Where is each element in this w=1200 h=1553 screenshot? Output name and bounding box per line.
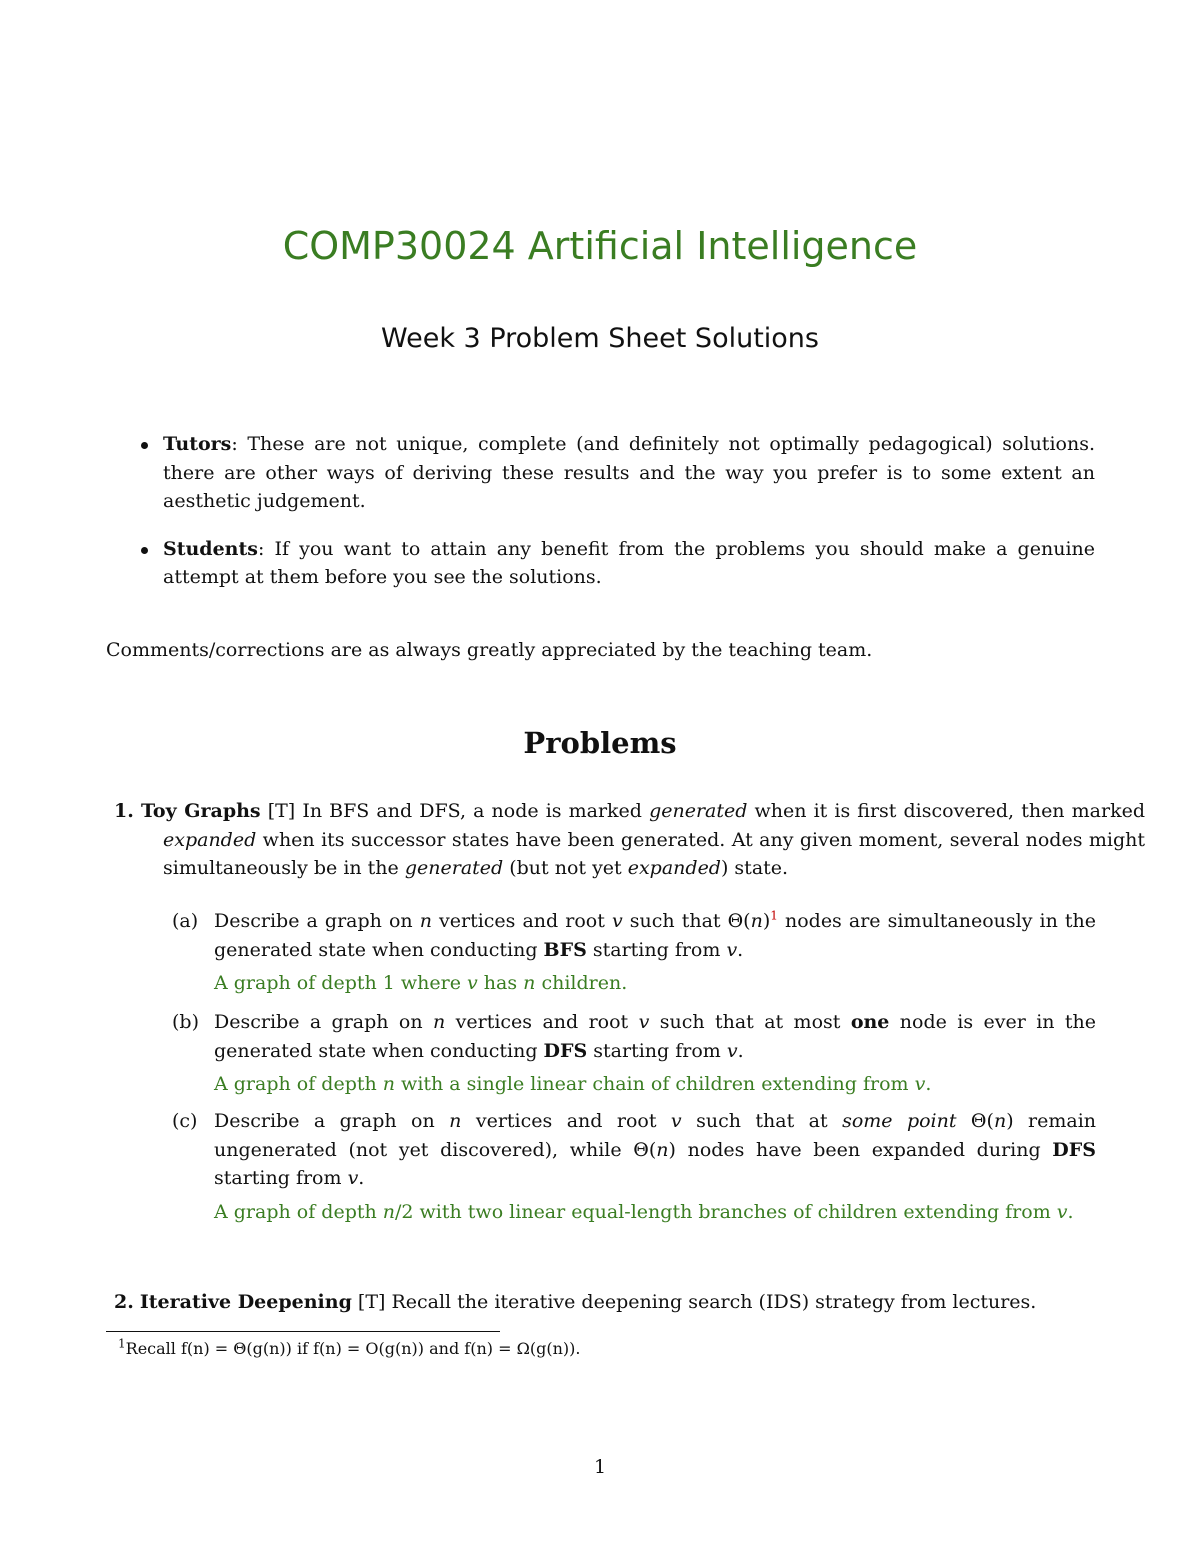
part-question: [172, 907, 1096, 964]
part-answer: [172, 969, 1096, 998]
part-label: (a): [172, 910, 199, 932]
answer-text: .: [925, 1073, 932, 1095]
bold-term: BFS: [543, 938, 587, 961]
sheet-title: Week 3 Problem Sheet Solutions: [381, 323, 819, 354]
emphasis: expanded: [163, 828, 257, 851]
problem-tag: [T]: [267, 800, 296, 822]
footnote-mark: 1: [118, 1336, 126, 1351]
problem-text: In BFS and DFS, a node is marked: [302, 800, 650, 822]
math-var: n: [433, 1011, 446, 1033]
question-text: vertices and root: [461, 1110, 671, 1132]
math-var: v: [670, 1110, 682, 1132]
math-var: n: [419, 910, 432, 932]
question-text: node is ever in the generated state when conducting: [214, 1011, 1097, 1062]
question-text: vertices and root: [445, 1011, 639, 1033]
footnote: [118, 1338, 580, 1360]
problem-text: ) state.: [720, 857, 789, 879]
question-text: .: [737, 938, 744, 961]
part-answer: [172, 1198, 1096, 1227]
question-text: Θ(: [956, 1110, 994, 1132]
math-var: n: [382, 1073, 396, 1095]
question-text: starting from: [587, 1039, 727, 1062]
answer-text: A graph of depth: [214, 1073, 383, 1095]
question-text: nodes are simultaneously in the generated state when conducting: [214, 910, 1097, 961]
answer-text: /2 with two linear equal-length branches of children extending from: [395, 1200, 1057, 1223]
answer-text: A graph of depth: [214, 1200, 383, 1223]
problem-number: 2.: [114, 1291, 134, 1313]
problem-tag: [T]: [357, 1291, 386, 1313]
bullet-icon: [141, 547, 148, 554]
answer-text: children.: [535, 972, 628, 994]
bold-term: DFS: [543, 1039, 588, 1062]
page-number: 1: [593, 1456, 607, 1478]
question-text: .: [737, 1039, 744, 1062]
problem-title: Toy Graphs: [140, 800, 261, 822]
math-var: v: [347, 1167, 359, 1189]
problem-1: [114, 797, 1145, 883]
answer-text: A graph of depth 1 where: [214, 972, 468, 994]
question-text: such that at: [681, 1110, 843, 1132]
note-tutors: [135, 430, 1095, 516]
question-text: Describe a graph on: [214, 1011, 433, 1033]
question-text: Describe a graph on: [214, 1110, 450, 1132]
question-text: ): [762, 910, 771, 932]
math-var: n: [449, 1110, 462, 1132]
bullet-icon: [141, 442, 148, 449]
part-question: [172, 1008, 1096, 1065]
problem-number: 1.: [114, 800, 134, 822]
math-var: n: [750, 910, 763, 932]
math-var: v: [726, 938, 738, 961]
part-answer: [172, 1070, 1096, 1099]
math-var: n: [656, 1138, 669, 1161]
answer-text: with a single linear chain of children extending from: [395, 1073, 915, 1095]
math-var: v: [726, 1039, 738, 1062]
problem-text: Recall the iterative deepening search (IDS) strategy from lectures.: [391, 1291, 1037, 1313]
math-var: v: [611, 910, 623, 932]
problem-1-part-b: [172, 1008, 1096, 1099]
note-students: [135, 535, 1095, 592]
part-label: (b): [172, 1011, 199, 1033]
problem-title: Iterative Deepening: [139, 1291, 352, 1313]
footnote-text: Recall f(n) = Θ(g(n)) if f(n) = O(g(n)) and f(n) = Ω(g(n)).: [125, 1339, 581, 1358]
bold-term: DFS: [1052, 1138, 1096, 1161]
problem-2: [114, 1288, 1145, 1317]
problem-1-part-a: [172, 907, 1096, 998]
math-var: v: [914, 1073, 926, 1095]
problem-text: (but not yet: [503, 857, 628, 879]
problems-heading: Problems: [523, 726, 677, 760]
emphasis: generated: [649, 800, 748, 822]
math-var: n: [382, 1200, 396, 1223]
emphasis: generated: [404, 857, 504, 879]
note-label: Students: [163, 537, 258, 560]
math-var: v: [467, 972, 478, 994]
question-text: starting from: [214, 1167, 348, 1189]
question-text: such that Θ(: [622, 910, 751, 932]
note-label: Tutors: [163, 433, 232, 455]
comments-line: Comments/corrections are as always greatly appreciated by the teaching team.: [106, 639, 873, 661]
math-var: n: [523, 972, 536, 994]
bold-term: one: [850, 1011, 890, 1033]
note-text: : If you want to attain any benefit from the problems you should make a genuine attempt at them before you see the solutions.: [163, 537, 1095, 588]
math-var: v: [638, 1011, 650, 1033]
course-title: COMP30024 Artificial Intelligence: [282, 224, 918, 268]
problem-1-part-c: [172, 1107, 1096, 1226]
footnote-rule: [106, 1331, 500, 1332]
question-text: ) remain ungenerated (not yet discovered), while Θ(: [214, 1110, 1097, 1161]
question-text: .: [358, 1167, 365, 1189]
question-text: vertices and root: [431, 910, 612, 932]
note-text: : These are not unique, complete (and definitely not optimally pedagogical) solutions. there are other ways of deriving these results and the way you prefer is to some extent an aesthetic judgement.: [163, 433, 1095, 512]
problem-text: when its successor states have been generated. At any given moment, several nodes might simultaneously be in the: [163, 828, 1145, 879]
part-label: (c): [172, 1110, 198, 1132]
emphasis: expanded: [627, 857, 721, 879]
emphasis: some point: [842, 1110, 957, 1132]
math-var: n: [993, 1110, 1007, 1132]
footnote-ref[interactable]: 1: [770, 908, 778, 923]
math-var: v: [1056, 1200, 1068, 1223]
answer-text: has: [477, 972, 524, 994]
problem-text: when it is first discovered, then marked: [747, 800, 1145, 822]
question-text: starting from: [586, 938, 727, 961]
notes-list: [135, 430, 1095, 611]
question-text: ) nodes have been expanded during: [668, 1138, 1053, 1161]
question-text: such that at most: [649, 1011, 851, 1033]
part-question: [172, 1107, 1096, 1193]
question-text: Describe a graph on: [214, 910, 420, 932]
answer-text: .: [1067, 1200, 1074, 1223]
